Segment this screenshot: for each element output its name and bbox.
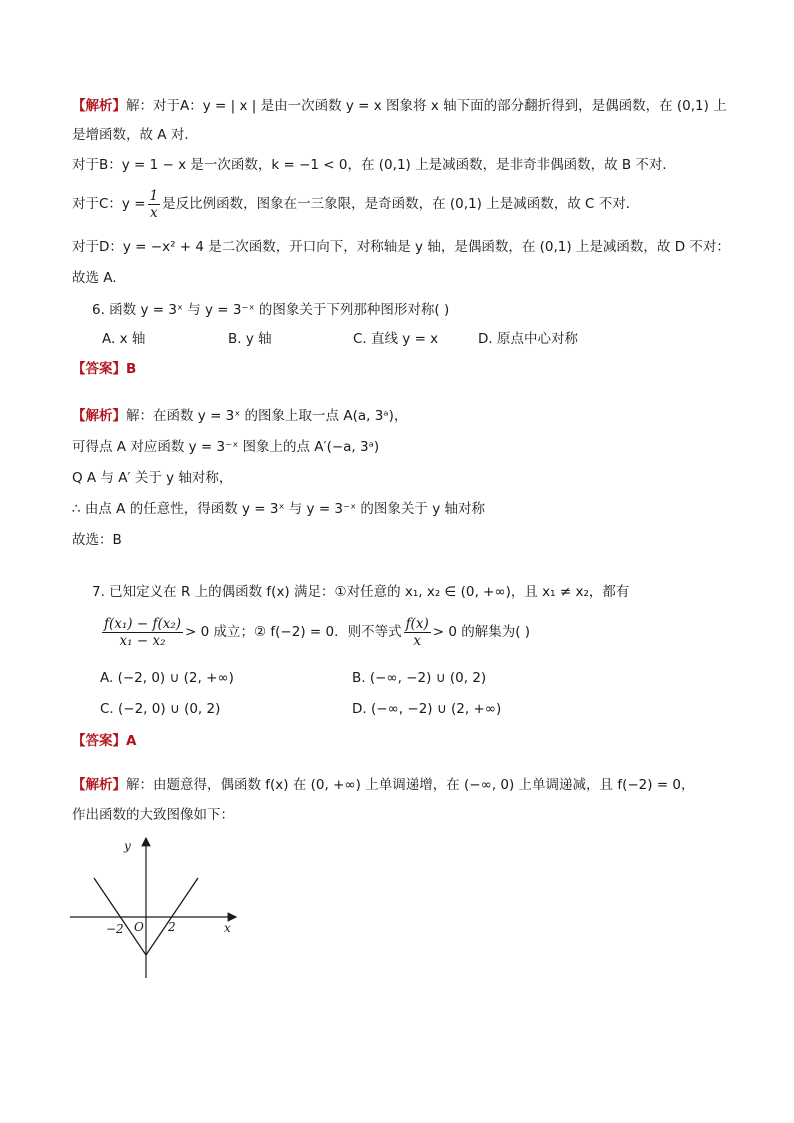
q6-option-a: A. x 轴 bbox=[102, 331, 146, 347]
function-graph bbox=[64, 832, 244, 982]
condition-text: > 0 成立；② f(−2) = 0．则不等式 bbox=[185, 624, 402, 640]
q7-analysis-2: 作出函数的大致图像如下： bbox=[72, 807, 234, 823]
q6-option-b: B. y 轴 bbox=[228, 331, 272, 347]
x-axis-label: x bbox=[224, 921, 231, 935]
analysis-line-6: 故选 A. bbox=[72, 270, 117, 286]
q6-analysis-2: 可得点 A 对应函数 y = 3⁻ˣ 图象上的点 A′(−a, 3ᵃ) bbox=[72, 439, 380, 455]
q6-answer bbox=[72, 359, 136, 379]
q7-answer bbox=[72, 731, 136, 751]
tick-label-neg-2: −2 bbox=[106, 922, 124, 936]
q7-option-d: D. (−∞, −2) ∪ (2, +∞) bbox=[352, 701, 502, 717]
analysis-text: 解：由题意得，偶函数 f(x) 在 (0, +∞) 上单调递增，在 (−∞, 0) 上单调递减，且 f(−2) = 0， bbox=[126, 777, 695, 793]
analysis-tag: 【解析】 bbox=[72, 408, 126, 424]
q6-analysis-3: Q A 与 A′ 关于 y 轴对称， bbox=[72, 470, 233, 486]
analysis-line-4 bbox=[72, 186, 639, 222]
fraction-denominator: x₁ − x₂ bbox=[119, 632, 166, 649]
q7-analysis-1 bbox=[72, 775, 695, 795]
q6-option-d: D. 原点中心对称 bbox=[478, 331, 578, 347]
fraction-numerator: f(x) bbox=[405, 615, 429, 632]
q6-stem: 6. 函数 y = 3ˣ 与 y = 3⁻ˣ 的图象关于下列那种图形对称( ) bbox=[92, 302, 450, 318]
answer-tag: 【答案】 bbox=[72, 361, 126, 377]
q6-analysis-5: 故选：B bbox=[72, 532, 122, 548]
fx-over-x bbox=[404, 616, 431, 649]
fraction-denominator: x bbox=[413, 632, 421, 649]
option-c-suffix: 是反比例函数，图象在一三象限，是奇函数，在 (0,1) 上是减函数，故 C 不对． bbox=[162, 196, 640, 212]
analysis-line-3: 对于B：y = 1 − x 是一次函数，k = −1 < 0，在 (0,1) 上是减函数，是非奇非偶函数，故 B 不对． bbox=[72, 157, 676, 173]
fraction-denominator: x bbox=[150, 204, 158, 221]
y-axis-label: y bbox=[124, 839, 131, 853]
q7-stem: 7. 已知定义在 R 上的偶函数 f(x) 满足：①对任意的 x₁, x₂ ∈ (0, +∞)，且 x₁ ≠ x₂，都有 bbox=[92, 584, 630, 600]
condition-end: > 0 的解集为( ) bbox=[432, 624, 531, 640]
q6-analysis-4: ∴ 由点 A 的任意性，得函数 y = 3ˣ 与 y = 3⁻ˣ 的图象关于 y 轴对称 bbox=[72, 501, 485, 517]
analysis-tag: 【解析】 bbox=[72, 98, 126, 114]
analysis-line-1 bbox=[72, 96, 727, 116]
q7-option-a: A. (−2, 0) ∪ (2, +∞) bbox=[100, 670, 234, 686]
option-c-prefix: 对于C：y = bbox=[72, 196, 146, 212]
fraction-numerator: 1 bbox=[149, 187, 159, 204]
analysis-text: 解：对于A：y = | x | 是由一次函数 y = x 图象将 x 轴下面的部分翻折得到，是偶函数，在 (0,1) 上 bbox=[126, 98, 727, 114]
q6-analysis-1 bbox=[72, 406, 407, 426]
analysis-line-5: 对于D：y = −x² + 4 是二次函数，开口向下，对称轴是 y 轴，是偶函数，在 (0,1) 上是减函数，故 D 不对： bbox=[72, 239, 730, 255]
q6-option-c: C. 直线 y = x bbox=[353, 331, 439, 347]
tick-label-2: 2 bbox=[168, 920, 176, 934]
answer-value: B bbox=[126, 361, 137, 377]
fraction-one-over-x bbox=[148, 188, 161, 221]
q7-option-c: C. (−2, 0) ∪ (0, 2) bbox=[100, 701, 221, 717]
analysis-tag: 【解析】 bbox=[72, 777, 126, 793]
analysis-line-2: 是增函数，故 A 对． bbox=[72, 127, 198, 143]
q7-condition bbox=[100, 612, 530, 652]
analysis-text: 解：在函数 y = 3ˣ 的图象上取一点 A(a, 3ᵃ)， bbox=[126, 408, 408, 424]
fraction-numerator: f(x₁) − f(x₂) bbox=[104, 615, 182, 632]
difference-quotient bbox=[102, 616, 183, 649]
answer-value: A bbox=[126, 733, 137, 749]
answer-tag: 【答案】 bbox=[72, 733, 126, 749]
q7-option-b: B. (−∞, −2) ∪ (0, 2) bbox=[352, 670, 487, 686]
origin-label: O bbox=[134, 920, 144, 934]
